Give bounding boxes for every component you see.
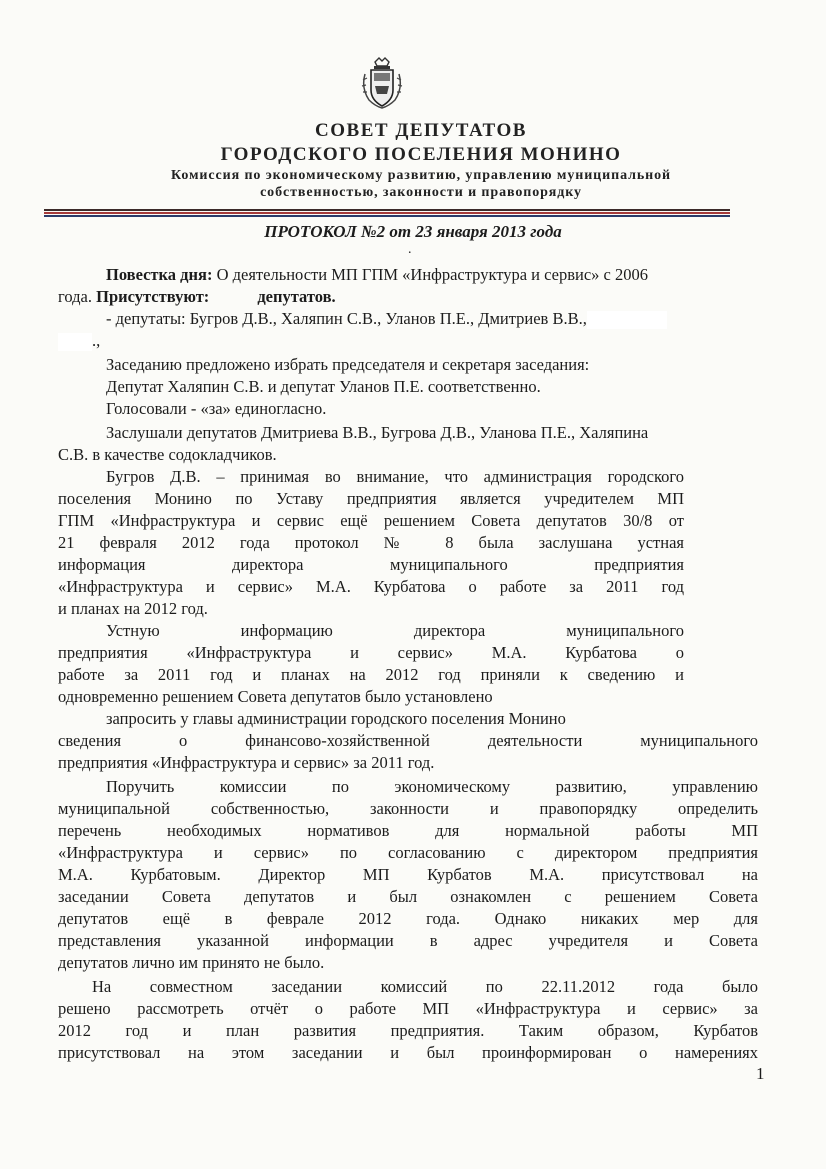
settlement-title: ГОРОДСКОГО ПОСЕЛЕНИЯ МОНИНО bbox=[220, 144, 622, 165]
text-line: предприятия «Инфраструктура и сервис» М.А. Курбатова о bbox=[58, 643, 684, 662]
attendance-prefix: года. bbox=[58, 287, 97, 306]
text-line: работе за 2011 год и планах на 2012 год приняли к сведению и bbox=[58, 665, 684, 684]
council-title: СОВЕТ ДЕПУТАТОВ bbox=[315, 120, 527, 141]
text-line: запросить у главы администрации городского поселения Монино bbox=[106, 709, 566, 728]
text-line: «Инфраструктура и сервис» М.А. Курбатова о работе за 2011 год bbox=[58, 577, 684, 596]
text-line: ГПМ «Инфраструктура и сервис ещё решением Совета депутатов 30/8 от bbox=[58, 511, 684, 530]
text-line: М.А. Курбатовым. Директор МП Курбатов М.А. присутствовал на bbox=[58, 865, 758, 884]
text-line: депутатов ещё в феврале 2012 года. Однако никаких мер для bbox=[58, 909, 758, 928]
text-line: Устную информацию директора муниципального bbox=[106, 621, 684, 640]
commission-line-2: собственностью, законности и правопорядку bbox=[260, 185, 582, 200]
attendance-line bbox=[58, 286, 336, 308]
text-line: сведения о финансово-хозяйственной деятельности муниципального bbox=[58, 731, 758, 750]
agenda-line bbox=[106, 264, 648, 286]
text-line: Заседанию предложено избрать председателя и секретаря заседания: bbox=[106, 355, 590, 374]
text-line: 21 февраля 2012 года протокол № 8 была заслушана устная bbox=[58, 533, 684, 552]
coat-of-arms-emblem bbox=[357, 56, 407, 112]
text-line bbox=[106, 308, 667, 330]
text-line: С.В. в качестве содокладчиков. bbox=[58, 445, 277, 464]
deputies-list: - депутаты: Бугров Д.В., Халяпин С.В., Уланов П.Е., Дмитриев В.В., bbox=[106, 309, 587, 328]
commission-line-1: Комиссия по экономическому развитию, управлению муниципальной bbox=[171, 168, 671, 183]
header-rule bbox=[44, 215, 730, 217]
text-line: решено рассмотреть отчёт о работе МП «Инфраструктура и сервис» за bbox=[58, 999, 758, 1018]
text-line: 2012 год и план развития предприятия. Таким образом, Курбатов bbox=[58, 1021, 758, 1040]
agenda-text: О деятельности МП ГПМ «Инфраструктура и сервис» с 2006 bbox=[212, 265, 649, 284]
redacted-count bbox=[209, 291, 257, 305]
text-line: одновременно решением Совета депутатов было установлено bbox=[58, 687, 493, 706]
text-line: Заслушали депутатов Дмитриева В.В., Бугрова Д.В., Уланова П.Е., Халяпина bbox=[106, 423, 649, 442]
attendance-suffix: депутатов. bbox=[257, 287, 336, 306]
text-line: информация директора муниципального предприятия bbox=[58, 555, 684, 574]
agenda-label: Повестка дня: bbox=[106, 265, 213, 284]
text-line: «Инфраструктура и сервис» по согласованию с директором предприятия bbox=[58, 843, 758, 862]
attendance-label: Присутствуют: bbox=[96, 287, 210, 306]
protocol-title: ПРОТОКОЛ №2 от 23 января 2013 года bbox=[264, 222, 562, 241]
text-line: присутствовал на этом заседании и был проинформирован о намерениях bbox=[58, 1043, 758, 1062]
text-line: поселения Монино по Уставу предприятия является учредителем МП bbox=[58, 489, 684, 508]
text-line: На совместном заседании комиссий по 22.11.2012 года было bbox=[92, 977, 758, 996]
deputies-list-end: ., bbox=[92, 331, 101, 350]
redacted-name bbox=[587, 311, 667, 329]
text-line: перечень необходимых нормативов для нормальной работы МП bbox=[58, 821, 758, 840]
text-line: предприятия «Инфраструктура и сервис» за 2011 год. bbox=[58, 753, 435, 772]
text-line: муниципальной собственностью, законности и правопорядку определить bbox=[58, 799, 758, 818]
text-line: Бугров Д.В. – принимая во внимание, что администрация городского bbox=[106, 467, 684, 486]
header-rule bbox=[44, 212, 730, 214]
text-line: Поручить комиссии по экономическому развитию, управлению bbox=[106, 777, 758, 796]
redacted-name bbox=[58, 333, 92, 351]
text-line: Голосовали - «за» единогласно. bbox=[106, 399, 327, 418]
header-rule bbox=[44, 209, 730, 211]
text-line: депутатов лично им принято не было. bbox=[58, 953, 325, 972]
text-line: представления указанной информации в адрес учредителя и Совета bbox=[58, 931, 758, 950]
text-line: заседании Совета депутатов и был ознакомлен с решением Совета bbox=[58, 887, 758, 906]
text-line: Депутат Халяпин С.В. и депутат Уланов П.Е. соответственно. bbox=[106, 377, 541, 396]
text-line bbox=[58, 330, 100, 352]
decorative-dot: . bbox=[408, 242, 412, 257]
text-line: и планах на 2012 год. bbox=[58, 599, 208, 618]
page-number: 1 bbox=[756, 1064, 765, 1083]
